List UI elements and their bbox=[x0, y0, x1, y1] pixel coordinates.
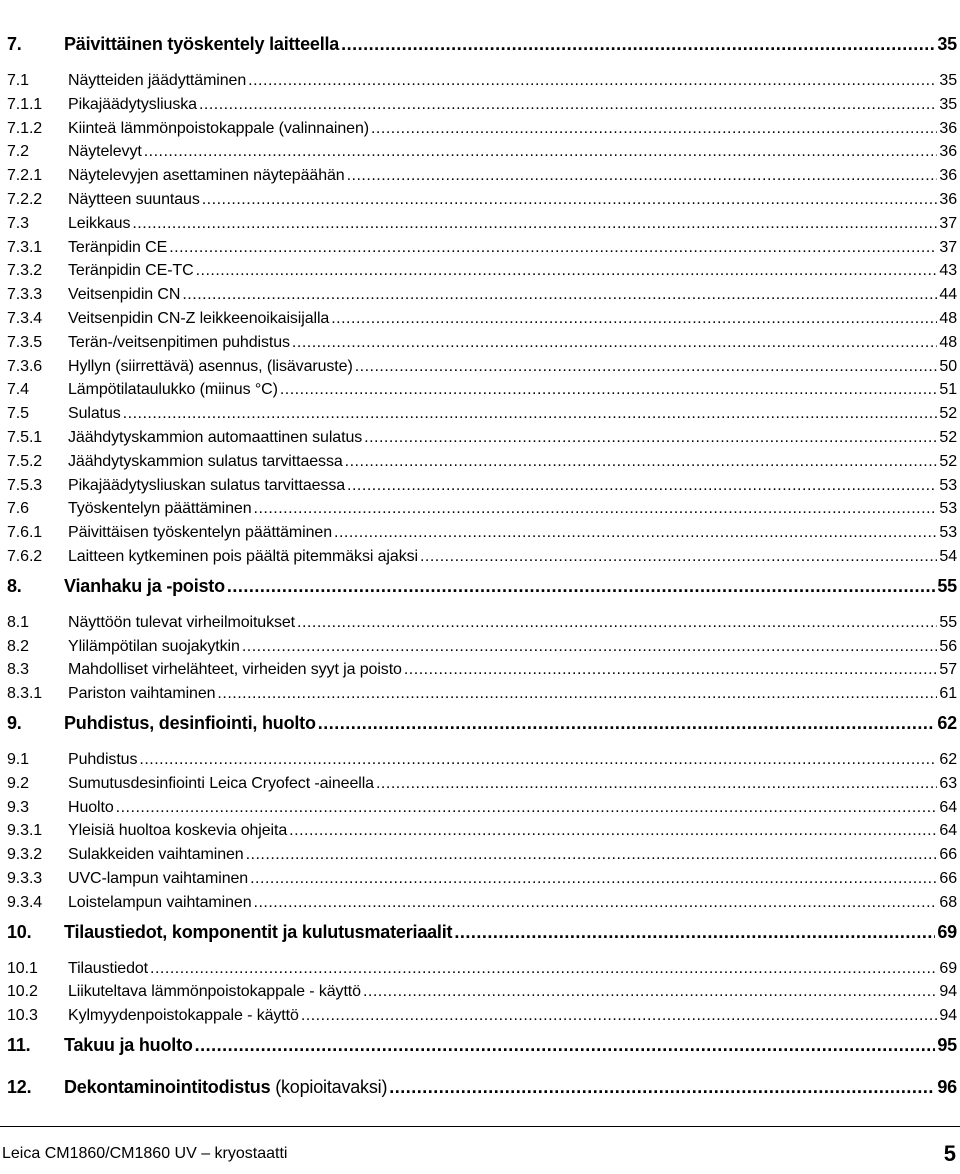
toc-entry-title bbox=[64, 576, 225, 597]
toc-entry-title-text: Terän-/veitsenpitimen puhdistus bbox=[68, 333, 290, 351]
toc-section-entry[interactable] bbox=[7, 191, 957, 215]
toc-entry-page: 69 bbox=[937, 921, 957, 942]
toc-section-entry[interactable] bbox=[7, 661, 957, 685]
footer-product-name: Leica CM1860/CM1860 UV – kryostaatti bbox=[2, 1145, 288, 1162]
toc-entry-title bbox=[68, 846, 244, 864]
toc-entry-title-text: Vianhaku ja -poisto bbox=[64, 575, 225, 596]
toc-entry-page: 53 bbox=[939, 524, 957, 542]
toc-entry-title bbox=[68, 191, 200, 209]
toc-entry-page: 54 bbox=[939, 547, 957, 565]
toc-entry-title-text: Teränpidin CE bbox=[68, 238, 168, 256]
toc-entry-page: 68 bbox=[939, 893, 957, 911]
toc-entry-title bbox=[68, 822, 287, 840]
toc-leader-dots bbox=[376, 775, 937, 793]
toc-entry-title-text: Näyttöön tulevat virheilmoitukset bbox=[68, 613, 296, 631]
toc-entry-page: 37 bbox=[939, 238, 957, 256]
toc-entry-title-text: Näytteiden jäädyttäminen bbox=[68, 72, 247, 89]
toc-entry-number: 9.3.2 bbox=[7, 846, 43, 864]
toc-entry-page: 50 bbox=[939, 357, 957, 375]
toc-section-entry[interactable] bbox=[7, 215, 957, 239]
toc-entry-title-text: Näytelevyjen asettaminen näytepäähän bbox=[68, 167, 345, 185]
toc-entry-title bbox=[68, 167, 345, 185]
toc-section-entry[interactable] bbox=[7, 870, 957, 894]
toc-entry-title-text: Näytelevyt bbox=[68, 143, 142, 161]
toc-leader-dots bbox=[420, 548, 937, 566]
toc-leader-dots bbox=[371, 120, 937, 138]
toc-section-entry[interactable] bbox=[7, 381, 957, 405]
toc-entry-page: 52 bbox=[939, 405, 957, 423]
toc-section-entry[interactable] bbox=[7, 310, 957, 334]
toc-entry-page: 48 bbox=[939, 309, 957, 327]
toc-leader-dots bbox=[292, 334, 937, 352]
toc-section-entry[interactable] bbox=[7, 477, 957, 501]
toc-entry-title-text: Tilaustiedot, komponentit ja kulutusmateriaalit bbox=[64, 921, 453, 942]
toc-entry-page: 62 bbox=[937, 712, 957, 733]
toc-entry-number: 7.1.1 bbox=[7, 95, 43, 113]
toc-entry-title bbox=[68, 143, 142, 161]
toc-entry-title-text: Huolto bbox=[68, 798, 114, 816]
toc-entry-number: 9.1 bbox=[7, 750, 29, 768]
toc-entry-page: 51 bbox=[939, 381, 957, 399]
toc-entry-title bbox=[68, 477, 345, 495]
toc-entry-number: 7.3.4 bbox=[7, 309, 43, 327]
toc-section-entry[interactable] bbox=[7, 548, 957, 572]
page-footer bbox=[0, 1126, 960, 1174]
toc-entry-number: 8.3.1 bbox=[7, 685, 43, 703]
toc-entry-page: 43 bbox=[939, 262, 957, 280]
toc-entry-title-text: Yleisiä huoltoa koskevia ohjeita bbox=[68, 822, 288, 840]
toc-leader-dots bbox=[389, 1077, 935, 1098]
toc-entry-page: 53 bbox=[939, 500, 957, 518]
toc-section-entry[interactable] bbox=[7, 846, 957, 870]
toc-entry-page: 36 bbox=[939, 167, 957, 185]
toc-entry-number: 10. bbox=[7, 921, 32, 942]
toc-entry-title-text: Päivittäisen työskentelyn päättäminen bbox=[68, 524, 333, 542]
toc-entry-title-text: Puhdistus bbox=[68, 750, 138, 768]
toc-chapter-entry[interactable] bbox=[7, 576, 957, 610]
toc-entry-number: 7.2.1 bbox=[7, 167, 43, 185]
toc-entry-title bbox=[68, 799, 114, 817]
toc-entry-title bbox=[68, 685, 215, 703]
toc-entry-page: 95 bbox=[937, 1034, 957, 1055]
toc-section-entry[interactable] bbox=[7, 1007, 957, 1031]
toc-entry-title-text: Pikajäädytysliuska bbox=[68, 95, 197, 113]
toc-leader-dots bbox=[345, 453, 938, 471]
toc-leader-dots bbox=[297, 614, 937, 632]
toc-section-entry[interactable] bbox=[7, 614, 957, 638]
toc-entry-title-text: Lämpötilataulukko (miinus °C) bbox=[68, 381, 278, 399]
toc-leader-dots bbox=[280, 381, 938, 399]
toc-entry-title bbox=[64, 1035, 193, 1056]
toc-entry-number: 7.6 bbox=[7, 500, 29, 518]
toc-entry-title bbox=[64, 713, 316, 734]
toc-entry-title-text: Puhdistus, desinfiointi, huolto bbox=[64, 712, 316, 733]
toc-entry-page: 55 bbox=[939, 613, 957, 631]
toc-leader-dots bbox=[199, 96, 937, 114]
toc-leader-dots bbox=[139, 751, 937, 769]
toc-spacer bbox=[7, 1069, 957, 1073]
toc-entry-title bbox=[68, 334, 290, 352]
toc-entry-title-text: Sulatus bbox=[68, 405, 121, 423]
toc-leader-dots bbox=[363, 983, 937, 1001]
toc-entry-number: 7.3 bbox=[7, 214, 29, 232]
toc-chapter-entry[interactable] bbox=[7, 713, 957, 747]
toc-entry-number: 7. bbox=[7, 34, 22, 54]
toc-section-entry[interactable] bbox=[7, 799, 957, 823]
toc-entry-title bbox=[68, 500, 252, 518]
toc-entry-page: 35 bbox=[939, 72, 957, 89]
toc-leader-dots bbox=[116, 799, 938, 817]
toc-entry-title-text: Jäähdytyskammion automaattinen sulatus bbox=[68, 428, 363, 446]
toc-entry-title-text: UVC-lampun vaihtaminen bbox=[68, 869, 249, 887]
toc-entry-title bbox=[68, 638, 240, 656]
toc-entry-number: 7.3.6 bbox=[7, 357, 43, 375]
toc-entry-number: 7.3.2 bbox=[7, 262, 43, 280]
toc-entry-page: 66 bbox=[939, 869, 957, 887]
toc-entry-page: 44 bbox=[939, 286, 957, 304]
toc-entry-page: 94 bbox=[939, 983, 957, 1001]
toc-section-entry[interactable] bbox=[7, 429, 957, 453]
toc-section-entry[interactable] bbox=[7, 120, 957, 144]
toc-chapter-entry[interactable] bbox=[7, 1077, 957, 1111]
toc-section-entry[interactable] bbox=[7, 405, 957, 429]
toc-leader-dots bbox=[334, 524, 937, 542]
toc-leader-dots bbox=[364, 429, 937, 447]
toc-entry-page: 52 bbox=[939, 452, 957, 470]
toc-entry-number: 7.3.1 bbox=[7, 238, 43, 256]
toc-leader-dots bbox=[254, 500, 938, 518]
toc-entry-title bbox=[68, 1007, 299, 1025]
toc-entry-page: 66 bbox=[939, 846, 957, 864]
toc-entry-title-text: Näytteen suuntaus bbox=[68, 190, 200, 208]
toc-leader-dots bbox=[289, 822, 937, 840]
toc-leader-dots bbox=[150, 960, 937, 978]
toc-entry-number: 7.2.2 bbox=[7, 190, 43, 208]
toc-leader-dots bbox=[217, 685, 937, 703]
toc-entry-page: 69 bbox=[939, 959, 957, 977]
toc-leader-dots bbox=[250, 870, 937, 888]
toc-leader-dots bbox=[318, 713, 936, 734]
toc-entry-title bbox=[68, 405, 121, 423]
footer-page-number: 5 bbox=[943, 1141, 956, 1166]
toc-entry-page: 96 bbox=[937, 1076, 957, 1097]
toc-entry-title-text: Kiinteä lämmönpoistokappale (valinnainen) bbox=[68, 119, 369, 137]
toc-entry-page: 36 bbox=[939, 119, 957, 137]
toc-entry-number: 7.5 bbox=[7, 405, 29, 423]
toc-entry-title bbox=[68, 429, 362, 447]
toc-leader-dots bbox=[347, 477, 937, 495]
toc-section-entry[interactable] bbox=[7, 72, 957, 96]
toc-entry-title bbox=[68, 894, 252, 912]
toc-entry-title bbox=[64, 922, 452, 943]
toc-leader-dots bbox=[248, 72, 937, 90]
toc-section-entry[interactable] bbox=[7, 167, 957, 191]
toc-entry-title-text: Leikkaus bbox=[68, 214, 131, 232]
toc-entry-title bbox=[68, 381, 278, 399]
toc-entry-page: 37 bbox=[939, 214, 957, 232]
toc-entry-page: 36 bbox=[939, 190, 957, 208]
toc-leader-dots bbox=[254, 894, 938, 912]
toc-entry-title bbox=[64, 1077, 387, 1098]
toc-entry-number: 11. bbox=[7, 1034, 31, 1055]
toc-section-entry[interactable] bbox=[7, 960, 957, 984]
table-of-contents bbox=[7, 34, 957, 1115]
toc-entry-title-text: Päivittäinen työskentely laitteella bbox=[64, 34, 340, 54]
toc-entry-title-text: Takuu ja huolto bbox=[64, 1034, 193, 1055]
toc-entry-page: 94 bbox=[939, 1007, 957, 1025]
toc-entry-title-text: Pikajäädytysliuskan sulatus tarvittaessa bbox=[68, 476, 346, 494]
toc-entry-number: 10.1 bbox=[7, 959, 38, 977]
toc-entry-title bbox=[68, 286, 180, 304]
toc-entry-number: 9. bbox=[7, 712, 22, 733]
toc-section-entry[interactable] bbox=[7, 751, 957, 775]
toc-entry-page: 53 bbox=[939, 476, 957, 494]
toc-entry-page: 48 bbox=[939, 333, 957, 351]
toc-entry-title-text: Kylmyydenpoistokappale - käyttö bbox=[68, 1007, 299, 1025]
toc-entry-title-text: Teränpidin CE-TC bbox=[68, 262, 194, 280]
toc-entry-title-text: Liikuteltava lämmönpoistokappale - käyttö bbox=[68, 983, 361, 1001]
toc-section-entry[interactable] bbox=[7, 638, 957, 662]
toc-entry-title-text: Mahdolliset virhelähteet, virheiden syyt ja poisto bbox=[68, 661, 402, 679]
toc-entry-title-text: Jäähdytyskammion sulatus tarvittaessa bbox=[68, 452, 343, 470]
toc-entry-number: 9.3.1 bbox=[7, 822, 43, 840]
toc-entry-title-text: Tilaustiedot bbox=[68, 959, 149, 977]
toc-leader-dots bbox=[355, 358, 938, 376]
toc-section-entry[interactable] bbox=[7, 685, 957, 709]
toc-entry-number: 7.1.2 bbox=[7, 119, 43, 137]
toc-entry-title bbox=[68, 96, 197, 114]
toc-leader-dots bbox=[331, 310, 937, 328]
toc-entry-number: 8.3 bbox=[7, 661, 29, 679]
toc-section-entry[interactable] bbox=[7, 775, 957, 799]
toc-entry-page: 52 bbox=[939, 428, 957, 446]
toc-entry-title-text: Veitsenpidin CN bbox=[68, 286, 181, 304]
toc-leader-dots bbox=[404, 661, 938, 679]
toc-section-entry[interactable] bbox=[7, 143, 957, 167]
toc-entry-number: 12. bbox=[7, 1076, 32, 1097]
toc-section-entry[interactable] bbox=[7, 500, 957, 524]
toc-entry-title bbox=[68, 614, 295, 632]
toc-entry-title bbox=[68, 524, 332, 542]
toc-entry-number: 8.1 bbox=[7, 613, 29, 631]
toc-entry-number: 9.2 bbox=[7, 774, 29, 792]
toc-section-entry[interactable] bbox=[7, 894, 957, 918]
toc-entry-page: 36 bbox=[939, 143, 957, 161]
toc-entry-title-text: Työskentelyn päättäminen bbox=[68, 500, 252, 518]
toc-entry-number: 7.3.5 bbox=[7, 333, 43, 351]
toc-section-entry[interactable] bbox=[7, 524, 957, 548]
toc-entry-title bbox=[68, 960, 148, 978]
toc-entry-title-text: Veitsenpidin CN-Z leikkeenoikaisijalla bbox=[68, 309, 330, 327]
toc-entry-title-text: Laitteen kytkeminen pois päältä pitemmäksi ajaksi bbox=[68, 547, 418, 565]
toc-leader-dots bbox=[301, 1007, 938, 1025]
toc-leader-dots bbox=[227, 576, 935, 597]
toc-entry-number: 9.3.3 bbox=[7, 869, 43, 887]
toc-entry-title-text: Sulakkeiden vaihtaminen bbox=[68, 846, 244, 864]
toc-entry-title bbox=[68, 120, 369, 138]
toc-entry-number: 9.3.4 bbox=[7, 893, 43, 911]
toc-entry-title bbox=[68, 661, 402, 679]
toc-entry-title bbox=[68, 215, 130, 233]
toc-entry-title bbox=[68, 72, 246, 90]
toc-chapter-entry[interactable] bbox=[7, 34, 957, 68]
toc-leader-dots bbox=[454, 922, 935, 943]
toc-entry-number: 7.5.3 bbox=[7, 476, 43, 494]
toc-entry-number: 10.2 bbox=[7, 983, 38, 1001]
toc-leader-dots bbox=[123, 405, 938, 423]
toc-leader-dots bbox=[132, 215, 937, 233]
toc-entry-number: 7.1 bbox=[7, 72, 29, 89]
toc-entry-number: 9.3 bbox=[7, 798, 29, 816]
toc-entry-page: 56 bbox=[939, 637, 957, 655]
toc-leader-dots bbox=[341, 34, 935, 55]
toc-entry-number: 7.2 bbox=[7, 143, 29, 161]
toc-entry-page: 61 bbox=[939, 685, 957, 703]
toc-entry-title-text: Dekontaminointitodistus bbox=[64, 1076, 271, 1097]
toc-entry-page: 35 bbox=[939, 95, 957, 113]
toc-entry-title bbox=[68, 870, 248, 888]
toc-entry-title-text: Ylilämpötilan suojakytkin bbox=[68, 637, 240, 655]
toc-leader-dots bbox=[169, 239, 937, 257]
toc-entry-number: 7.6.2 bbox=[7, 547, 43, 565]
toc-entry-number: 7.5.2 bbox=[7, 452, 43, 470]
toc-entry-title bbox=[68, 548, 418, 566]
toc-entry-page: 63 bbox=[939, 774, 957, 792]
toc-entry-number: 8.2 bbox=[7, 637, 29, 655]
toc-entry-title bbox=[68, 775, 374, 793]
toc-entry-title bbox=[68, 358, 353, 376]
toc-leader-dots bbox=[347, 167, 938, 185]
toc-section-entry[interactable] bbox=[7, 453, 957, 477]
toc-entry-title bbox=[68, 239, 167, 257]
toc-entry-page: 55 bbox=[937, 575, 957, 596]
toc-section-entry[interactable] bbox=[7, 239, 957, 263]
toc-section-entry[interactable] bbox=[7, 96, 957, 120]
toc-entry-title bbox=[64, 34, 339, 55]
toc-entry-number: 7.3.3 bbox=[7, 286, 43, 304]
toc-leader-dots bbox=[246, 846, 938, 864]
toc-entry-number: 10.3 bbox=[7, 1007, 38, 1025]
toc-entry-title bbox=[68, 751, 137, 769]
toc-entry-title bbox=[68, 310, 329, 328]
toc-entry-page: 64 bbox=[939, 798, 957, 816]
toc-section-entry[interactable] bbox=[7, 822, 957, 846]
toc-section-entry[interactable] bbox=[7, 983, 957, 1007]
toc-entry-title bbox=[68, 983, 361, 1001]
toc-chapter-entry[interactable] bbox=[7, 922, 957, 956]
toc-spacer bbox=[7, 1111, 957, 1115]
toc-leader-dots bbox=[202, 191, 938, 209]
toc-entry-title-text: Pariston vaihtaminen bbox=[68, 685, 216, 703]
toc-entry-number: 7.5.1 bbox=[7, 428, 43, 446]
toc-section-entry[interactable] bbox=[7, 334, 957, 358]
toc-chapter-entry[interactable] bbox=[7, 1035, 957, 1069]
toc-leader-dots bbox=[144, 143, 938, 161]
toc-leader-dots bbox=[242, 638, 938, 656]
toc-entry-number: 8. bbox=[7, 575, 22, 596]
toc-entry-title bbox=[68, 262, 194, 280]
toc-entry-title-text: Sumutusdesinfiointi Leica Cryofect -aineella bbox=[68, 774, 374, 792]
toc-entry-title-text: Loistelampun vaihtaminen bbox=[68, 893, 252, 911]
toc-leader-dots bbox=[182, 286, 937, 304]
toc-entry-title bbox=[68, 453, 343, 471]
toc-entry-page: 62 bbox=[939, 750, 957, 768]
toc-entry-page: 35 bbox=[937, 34, 957, 54]
toc-section-entry[interactable] bbox=[7, 262, 957, 286]
toc-entry-title-text: Hyllyn (siirrettävä) asennus, (lisävaruste) bbox=[68, 357, 353, 375]
toc-entry-page: 57 bbox=[939, 661, 957, 679]
toc-leader-dots bbox=[196, 262, 938, 280]
toc-leader-dots bbox=[195, 1035, 936, 1056]
toc-section-entry[interactable] bbox=[7, 358, 957, 382]
toc-entry-number: 7.4 bbox=[7, 381, 29, 399]
toc-section-entry[interactable] bbox=[7, 286, 957, 310]
toc-entry-page: 64 bbox=[939, 822, 957, 840]
toc-entry-title-suffix: (kopioitavaksi) bbox=[270, 1076, 388, 1097]
toc-entry-number: 7.6.1 bbox=[7, 524, 43, 542]
